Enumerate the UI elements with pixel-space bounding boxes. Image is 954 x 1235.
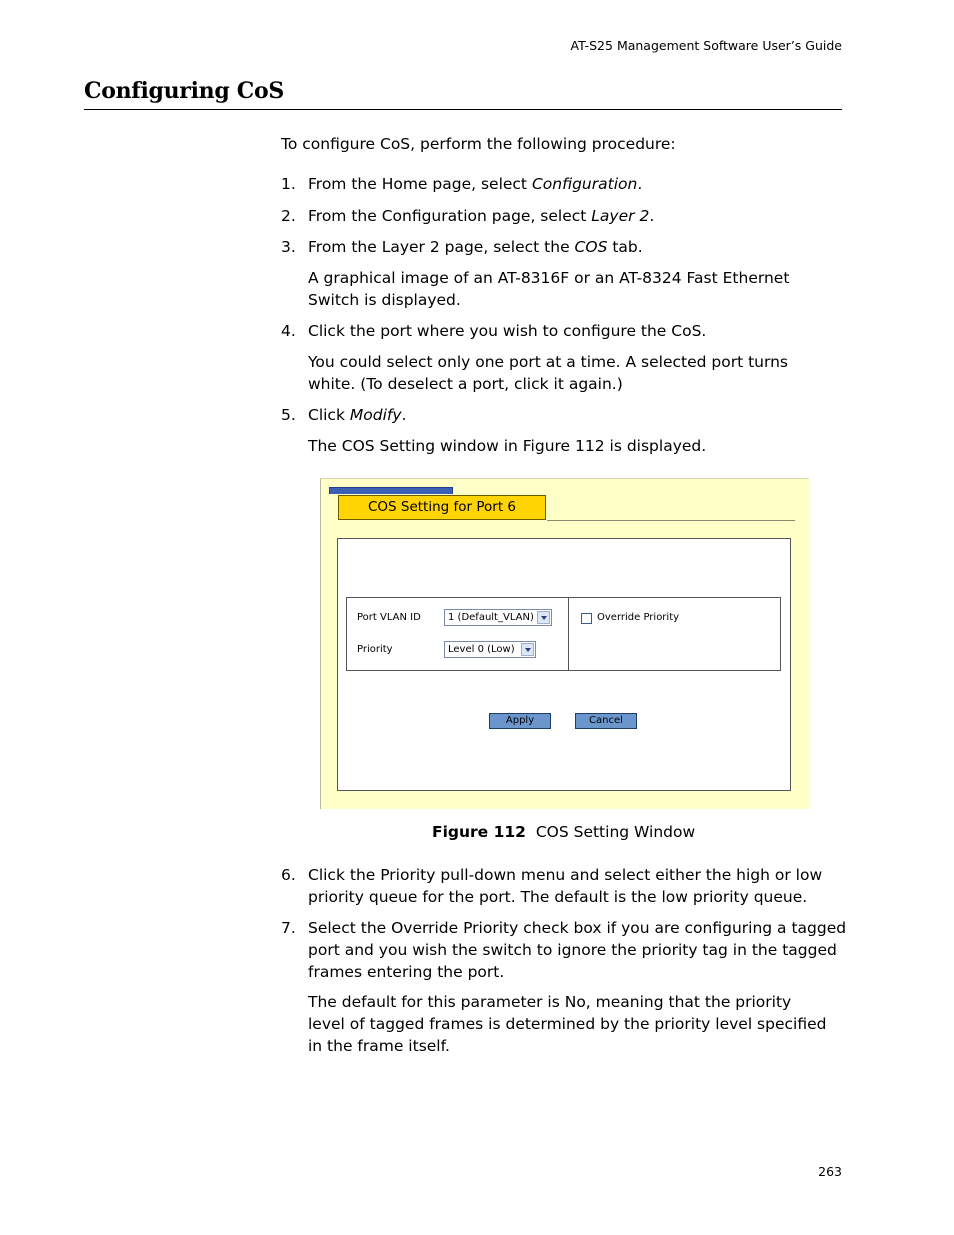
port-vlan-id-label: Port VLAN ID — [357, 612, 421, 623]
step-3-note: A graphical image of an AT-8316F or an AT-8324 Fast Ethernet Switch is displayed. — [308, 269, 790, 309]
step-number: 4. — [281, 322, 296, 340]
ui-term: COS — [574, 238, 608, 256]
settings-panel — [337, 538, 791, 791]
section-title: Configuring CoS — [84, 78, 284, 104]
step-number: 5. — [281, 406, 296, 424]
apply-button[interactable]: Apply — [489, 713, 551, 729]
priority-select[interactable]: Level 0 (Low) — [444, 641, 536, 658]
page-number: 263 — [818, 1164, 842, 1179]
chevron-down-icon[interactable] — [521, 643, 534, 656]
vlan-priority-group — [346, 597, 569, 671]
step-7-note: The default for this parameter is No, meaning that the priority level of tagged frames is determined by the priority level specified in the frame itself. — [308, 993, 827, 1055]
ui-term: Layer 2 — [591, 207, 650, 225]
step-number: 7. — [281, 919, 296, 937]
priority-label: Priority — [357, 644, 393, 655]
step-number: 2. — [281, 207, 296, 225]
step-number: 6. — [281, 866, 296, 884]
ui-term: Modify — [349, 406, 402, 424]
cos-setting-window — [320, 478, 809, 809]
figure-title: COS Setting Window — [535, 823, 696, 841]
intro-paragraph: To configure CoS, perform the following procedure: — [281, 135, 676, 153]
figure-caption — [432, 823, 695, 841]
port-vlan-id-select[interactable]: 1 (Default_VLAN) — [444, 609, 552, 626]
override-priority-label: Override Priority — [597, 612, 680, 623]
chevron-down-icon[interactable] — [537, 611, 550, 624]
step-number: 1. — [281, 175, 296, 193]
tab-baseline — [547, 520, 795, 521]
override-priority-checkbox[interactable] — [581, 613, 592, 624]
step-4-note: You could select only one port at a time. A selected port turns white. (To deselect a port, click it again.) — [308, 353, 788, 393]
tab-cos-setting[interactable]: COS Setting for Port 6 — [338, 495, 546, 520]
step-number: 3. — [281, 238, 296, 256]
ui-term: Configuration — [531, 175, 638, 193]
tab-strip — [329, 487, 453, 494]
cancel-button[interactable]: Cancel — [575, 713, 637, 729]
title-rule — [84, 109, 842, 110]
figure-number: Figure 112 — [432, 823, 526, 841]
override-group — [568, 597, 781, 671]
running-header: AT-S25 Management Software User’s Guide — [570, 38, 842, 53]
step-5-note: The COS Setting window in Figure 112 is displayed. — [308, 437, 707, 455]
